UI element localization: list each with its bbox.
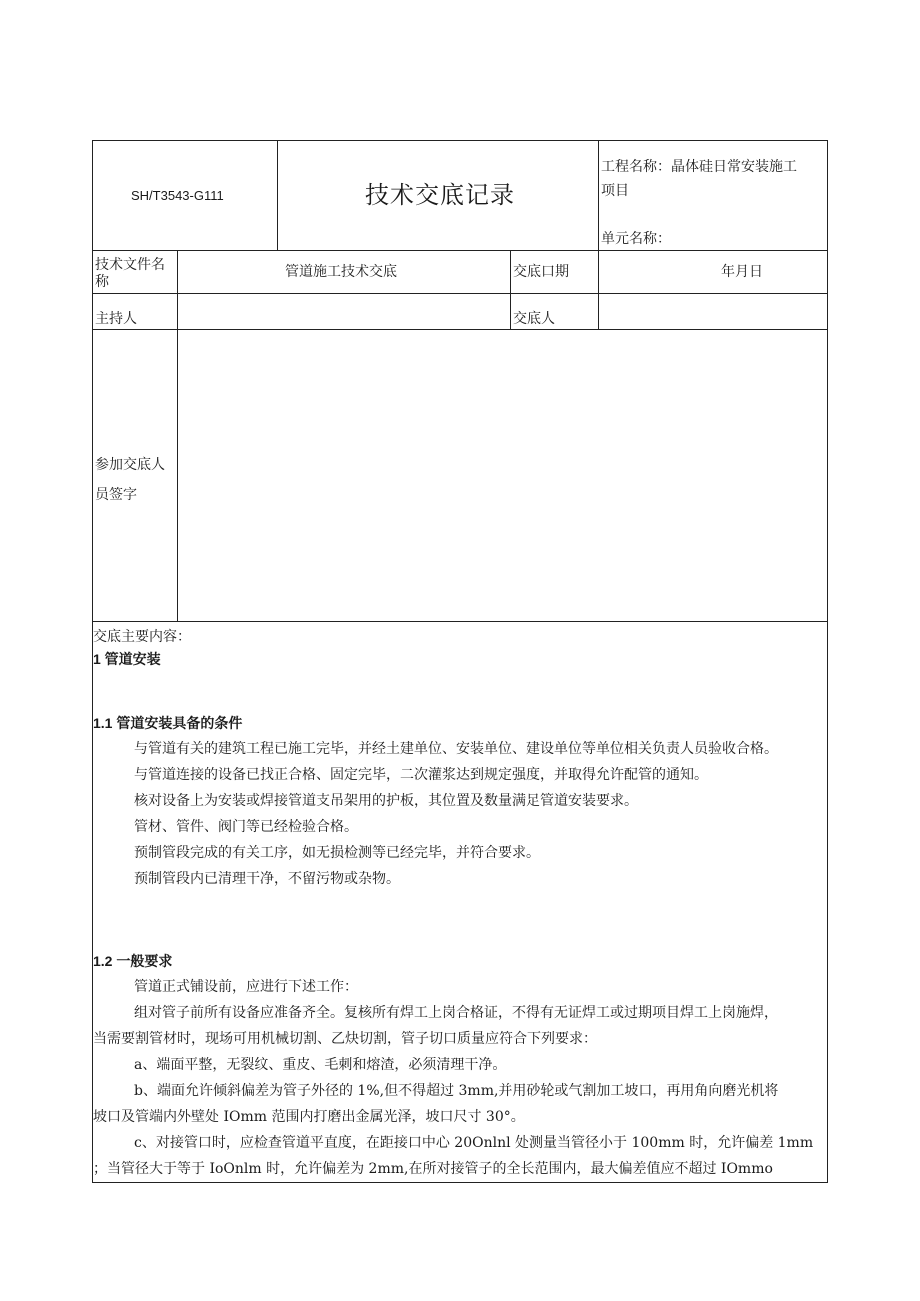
item-b-line1: b、端面允许倾斜偏差为管子外径的 1%,但不得超过 3mm,并用砂轮或气割加工坡口，再用角向磨光机将 bbox=[134, 1083, 779, 1099]
section-1-title: 1 管道安装 bbox=[93, 651, 161, 667]
row-divider-sign bbox=[92, 621, 828, 622]
col-divider-header-2 bbox=[598, 140, 599, 250]
section-1-1-item: 与管道有关的建筑工程已施工完毕，并经土建单位、安装单位、建设单位等单位相关负责人员验收合格。 bbox=[134, 741, 778, 757]
doc-title: 技术交底记录 bbox=[365, 181, 515, 209]
item-a: a、端面平整，无裂纹、重皮、毛刺和熔渣，必须清理干净。 bbox=[134, 1057, 507, 1073]
item-c-line2: ；当管径大于等于 IoOnlm 时，允许偏差为 2mm,在所对接管子的全长范围内，最大偏差值应不超过 IOmmo bbox=[93, 1161, 773, 1177]
participants-signature-area bbox=[178, 330, 827, 621]
section-1-1-item: 预制管段内已清理干净，不留污物或杂物。 bbox=[134, 871, 400, 887]
item-c-line1: c、对接管口时，应检查管道平直度，在距接口中心 20Onlnl 处测量当管径小于 100mm 时，允许偏差 1mm bbox=[134, 1135, 814, 1151]
col-divider-header-1 bbox=[277, 140, 278, 250]
tech-doc-label-line1: 技术文件名 bbox=[95, 257, 165, 273]
tech-doc-label-line2: 称 bbox=[95, 274, 109, 290]
section-1-1-item: 与管道连接的设备已找正合格、固定完毕，二次灌浆达到规定强度，并取得允许配管的通知。 bbox=[134, 767, 708, 783]
section-1-2-paragraph-line2: 当需要割管材时，现场可用机械切割、乙炔切割，管子切口质量应符合下列要求： bbox=[93, 1031, 597, 1047]
participants-label-line2: 员签字 bbox=[95, 487, 137, 503]
doc-code: SH/T3543-G111 bbox=[131, 188, 224, 203]
section-1-1-item: 核对设备上为安装或焊接管道支吊架用的护板，其位置及数量满足管道安装要求。 bbox=[134, 793, 638, 809]
participants-label-line1: 参加交底人 bbox=[95, 457, 165, 473]
project-name-continued: 项目 bbox=[601, 183, 629, 199]
project-name-label: 工程名称：晶体硅日常安装施工 bbox=[601, 159, 797, 175]
briefing-content bbox=[93, 624, 827, 1182]
date-value: 年月日 bbox=[721, 264, 763, 280]
unit-name-label: 单元名称： bbox=[601, 231, 671, 247]
content-intro: 交底主要内容： bbox=[93, 629, 191, 645]
col-divider-date-value bbox=[598, 250, 599, 329]
row-divider-header bbox=[92, 250, 828, 251]
presenter-label: 交底人 bbox=[513, 311, 555, 327]
spacer bbox=[93, 672, 827, 710]
spacer bbox=[93, 892, 827, 948]
section-1-1-title: 1.1 管道安装具备的条件 bbox=[93, 715, 243, 731]
section-1-1-item: 管材、管件、阀门等已经检验合格。 bbox=[134, 819, 358, 835]
row-divider-tech bbox=[92, 293, 828, 294]
tech-doc-value: 管道施工技术交底 bbox=[285, 264, 397, 280]
host-label: 主持人 bbox=[95, 311, 137, 327]
section-1-1-item: 预制管段完成的有关工序，如无损检测等已经完毕，并符合要求。 bbox=[134, 845, 540, 861]
section-1-2-intro: 管道正式铺设前，应进行下述工作： bbox=[134, 979, 358, 995]
col-divider-date-label bbox=[510, 250, 511, 329]
section-1-2-title: 1.2 一般要求 bbox=[93, 953, 173, 969]
item-b-line2: 坡口及管端内外壁处 IOmm 范围内打磨出金属光泽，坡口尺寸 30°。 bbox=[93, 1109, 525, 1125]
date-label: 交底口期 bbox=[513, 264, 569, 280]
section-1-2-paragraph-line1: 组对管子前所有设备应准备齐全。复核所有焊工上岗合格证，不得有无证焊工或过期项目焊工上岗施焊， bbox=[134, 1005, 778, 1021]
